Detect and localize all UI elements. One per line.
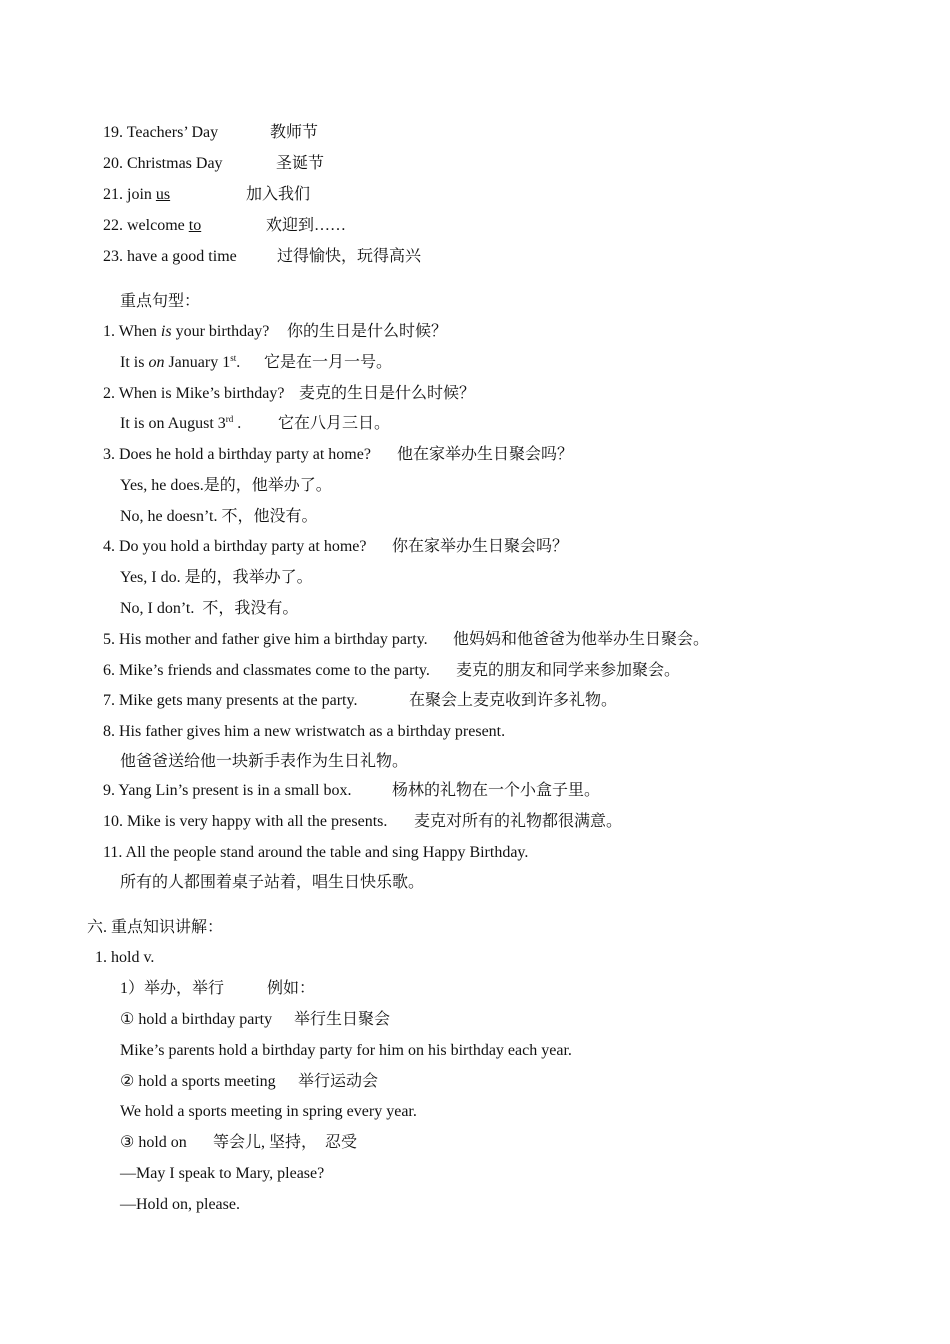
sentence-11: 11. All the people stand around the table and sing Happy Birthday. bbox=[103, 844, 529, 861]
vocab-22-en: 22. welcome to bbox=[103, 217, 202, 234]
sentence-4: 4. Do you hold a birthday party at home? bbox=[103, 538, 367, 555]
sentence-5-zh: 他妈妈和他爸爸为他举办生日聚会。 bbox=[453, 631, 710, 648]
sentence-4-yes: Yes, I do. 是的，我举办了。 bbox=[120, 569, 313, 586]
sentence-8-zh: 他爸爸送给他一块新手表作为生日礼物。 bbox=[120, 753, 409, 770]
sentence-7-zh: 在聚会上麦克收到许多礼物。 bbox=[409, 692, 618, 709]
vocab-21-zh: 加入我们 bbox=[246, 186, 311, 203]
vocab-21-en: 21. join us bbox=[103, 186, 171, 203]
sentence-8: 8. His father gives him a new wristwatch as a birthday present. bbox=[103, 723, 506, 740]
sentence-3-yes: Yes, he does.是的，他举办了。 bbox=[120, 477, 332, 494]
sentence-11-zh: 所有的人都围着桌子站着，唱生日快乐歌。 bbox=[120, 874, 425, 891]
sentence-7: 7. Mike gets many presents at the party. bbox=[103, 692, 358, 709]
vocab-20-zh: 圣诞节 bbox=[276, 155, 325, 172]
vocab-22-zh: 欢迎到…… bbox=[266, 217, 347, 234]
sentence-6-zh: 麦克的朋友和同学来参加聚会。 bbox=[456, 662, 681, 679]
sentence-3-zh: 他在家举办生日聚会吗？ bbox=[397, 446, 574, 463]
sentence-2-answer-zh: 它在八月三日。 bbox=[278, 415, 391, 432]
sentence-1-answer-zh: 它是在一月一号。 bbox=[264, 354, 393, 371]
vocab-19-zh: 教师节 bbox=[270, 124, 319, 141]
sentence-2-answer: It is on August 3rd . bbox=[120, 414, 242, 432]
section6-heading: 六. 重点知识讲解： bbox=[87, 919, 224, 936]
section6-ex1-zh: 举行生日聚会 bbox=[294, 1011, 391, 1028]
section6-ex2-zh: 举行运动会 bbox=[298, 1073, 379, 1090]
sentence-4-no: No, I don’t. 不，我没有。 bbox=[120, 600, 299, 617]
sentence-2-zh: 麦克的生日是什么时候？ bbox=[299, 385, 476, 402]
section6-ex2-sentence: We hold a sports meeting in spring every year. bbox=[120, 1103, 417, 1120]
section6-dialog-1: —May I speak to Mary, please? bbox=[120, 1165, 325, 1182]
sentence-1-zh: 你的生日是什么时候？ bbox=[287, 323, 448, 340]
section6-dialog-2: —Hold on, please. bbox=[120, 1196, 240, 1213]
vocab-19-en: 19. Teachers’ Day bbox=[103, 124, 219, 141]
vocab-23-en: 23. have a good time bbox=[103, 248, 237, 265]
vocab-20-en: 20. Christmas Day bbox=[103, 155, 223, 172]
sentence-10-zh: 麦克对所有的礼物都很满意。 bbox=[414, 813, 623, 830]
sentence-9: 9. Yang Lin’s present is in a small box. bbox=[103, 782, 352, 799]
section6-ex3: ③ hold on bbox=[120, 1134, 187, 1151]
sentence-4-zh: 你在家举办生日聚会吗？ bbox=[392, 538, 569, 555]
section6-ex3-zh: 等会儿, 坚持， 忍受 bbox=[213, 1134, 358, 1151]
sentence-1: 1. When is your birthday? bbox=[103, 323, 270, 340]
sentences-heading: 重点句型： bbox=[120, 293, 201, 310]
section6-example-label: 例如： bbox=[267, 980, 316, 997]
section6-ex1: ① hold a birthday party bbox=[120, 1011, 273, 1028]
section6-ex1-sentence: Mike’s parents hold a birthday party for him on his birthday each year. bbox=[120, 1042, 572, 1059]
section6-item1: 1. hold v. bbox=[95, 949, 155, 966]
sentence-3: 3. Does he hold a birthday party at home? bbox=[103, 446, 371, 463]
sentence-2: 2. When is Mike’s birthday? bbox=[103, 385, 285, 402]
sentence-10: 10. Mike is very happy with all the presents. bbox=[103, 813, 388, 830]
sentence-1-answer: It is on January 1st. bbox=[120, 353, 241, 371]
section6-meaning: 1）举办，举行 bbox=[120, 980, 225, 997]
vocab-23-zh: 过得愉快，玩得高兴 bbox=[277, 248, 422, 265]
sentence-9-zh: 杨林的礼物在一个小盒子里。 bbox=[392, 782, 601, 799]
sentence-3-no: No, he doesn’t. 不，他没有。 bbox=[120, 508, 318, 525]
section6-ex2: ② hold a sports meeting bbox=[120, 1073, 276, 1090]
sentence-5: 5. His mother and father give him a birthday party. bbox=[103, 631, 428, 648]
sentence-6: 6. Mike’s friends and classmates come to the party. bbox=[103, 662, 430, 679]
